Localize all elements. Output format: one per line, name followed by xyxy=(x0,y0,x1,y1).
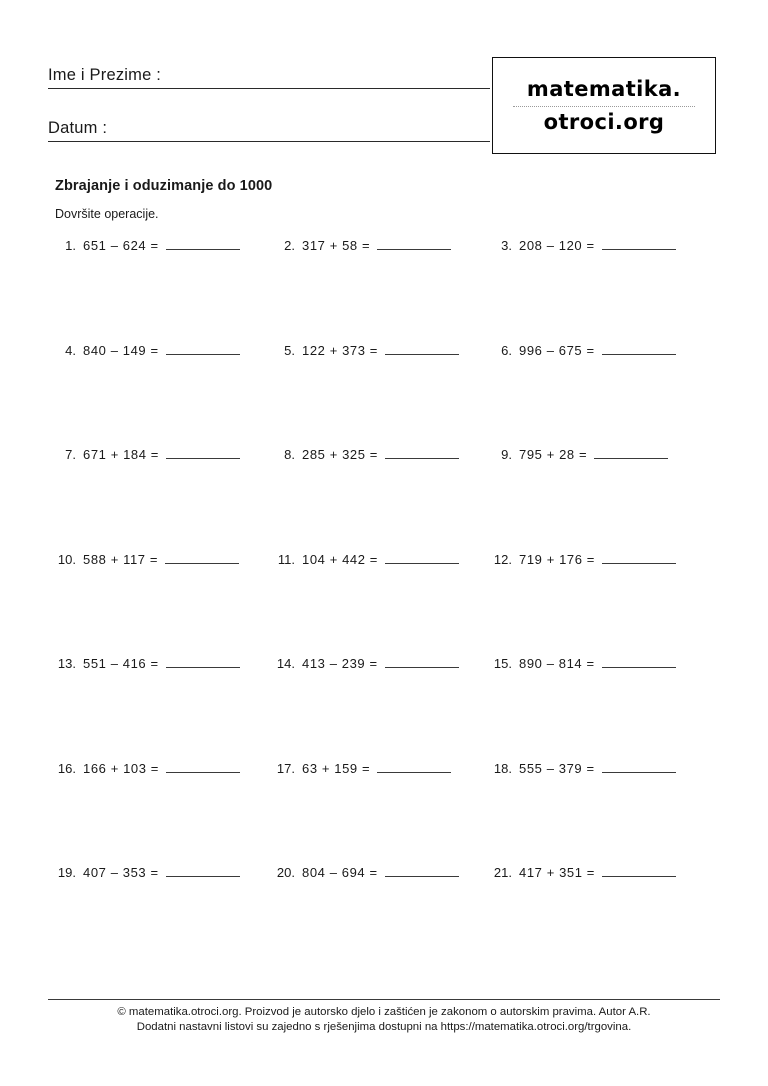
answer-blank[interactable] xyxy=(166,654,240,668)
problem-row xyxy=(48,863,720,968)
problem-row xyxy=(48,550,720,655)
problem-number: 10. xyxy=(57,551,76,567)
problem-expression: 804 – 694 = xyxy=(302,865,378,880)
problem-row xyxy=(48,445,720,550)
answer-blank[interactable] xyxy=(166,341,240,355)
instruction-text: Dovršite operacije. xyxy=(55,207,159,221)
problem-item xyxy=(273,236,451,253)
worksheet-header xyxy=(48,50,720,160)
problem-expression: 890 – 814 = xyxy=(519,656,595,671)
answer-blank[interactable] xyxy=(602,863,676,877)
problem-expression: 317 + 58 = xyxy=(302,238,371,253)
problem-expression: 417 + 351 = xyxy=(519,865,595,880)
answer-blank[interactable] xyxy=(166,445,240,459)
problem-item xyxy=(490,759,676,776)
page-footer xyxy=(48,999,720,1036)
problem-number: 16. xyxy=(57,760,76,776)
problem-row xyxy=(48,759,720,864)
answer-blank[interactable] xyxy=(385,341,459,355)
problem-item xyxy=(490,654,676,671)
answer-blank[interactable] xyxy=(385,550,459,564)
answer-blank[interactable] xyxy=(165,550,239,564)
problem-number: 6. xyxy=(501,342,512,358)
problem-number: 21. xyxy=(493,865,512,880)
problem-expression: 104 + 442 = xyxy=(302,551,378,567)
problem-expression: 996 – 675 = xyxy=(519,342,595,358)
problem-expression: 413 – 239 = xyxy=(302,656,378,671)
problem-item xyxy=(273,759,451,776)
problem-number: 4. xyxy=(65,342,76,358)
answer-blank[interactable] xyxy=(602,341,676,355)
answer-blank[interactable] xyxy=(385,445,459,459)
problem-grid xyxy=(48,236,720,968)
problem-number: 8. xyxy=(284,447,295,462)
problem-row xyxy=(48,654,720,759)
answer-blank[interactable] xyxy=(602,550,676,564)
problem-number: 15. xyxy=(493,656,512,671)
problem-number: 1. xyxy=(65,238,76,253)
problem-item xyxy=(54,341,240,358)
problem-item xyxy=(273,863,459,880)
problem-number: 13. xyxy=(57,656,76,671)
problem-expression: 285 + 325 = xyxy=(302,447,378,462)
answer-blank[interactable] xyxy=(602,654,676,668)
problem-number: 5. xyxy=(284,342,295,358)
problem-expression: 555 – 379 = xyxy=(519,760,595,776)
logo-divider xyxy=(513,106,695,107)
problem-item xyxy=(54,445,240,462)
problem-number: 3. xyxy=(501,238,512,253)
problem-number: 12. xyxy=(493,551,512,567)
problem-expression: 551 – 416 = xyxy=(83,656,159,671)
name-field-row[interactable] xyxy=(48,50,490,89)
problem-item xyxy=(490,445,668,462)
logo-text-bottom: otroci.org xyxy=(543,109,665,134)
answer-blank[interactable] xyxy=(602,236,676,250)
student-info-fields xyxy=(48,50,490,142)
problem-item xyxy=(54,550,239,567)
problem-expression: 795 + 28 = xyxy=(519,447,588,462)
problem-item xyxy=(54,759,240,776)
page-title: Zbrajanje i oduzimanje do 1000 xyxy=(55,178,273,194)
problem-item xyxy=(490,863,676,880)
problem-expression: 588 + 117 = xyxy=(83,551,159,567)
problem-number: 20. xyxy=(276,865,295,880)
problem-item xyxy=(273,654,459,671)
problem-item xyxy=(273,341,459,358)
problem-item xyxy=(490,550,676,567)
problem-item xyxy=(273,445,459,462)
problem-number: 11. xyxy=(277,551,295,567)
problem-expression: 166 + 103 = xyxy=(83,760,159,776)
problem-item xyxy=(54,654,240,671)
problem-number: 17. xyxy=(276,760,295,776)
problem-item xyxy=(490,341,676,358)
problem-number: 2. xyxy=(284,238,295,253)
problem-expression: 671 + 184 = xyxy=(83,447,159,462)
problem-item xyxy=(54,236,240,253)
footer-divider xyxy=(48,999,720,1000)
problem-expression: 208 – 120 = xyxy=(519,238,595,253)
problem-item xyxy=(273,550,459,567)
problem-expression: 840 – 149 = xyxy=(83,342,159,358)
logo-text-top: matematika. xyxy=(526,77,682,102)
footer-line-1: © matematika.otroci.org. Proizvod je autorsko djelo i zaštićen je zakonom o autorskim pravima. Autor A.R. xyxy=(117,1006,651,1018)
problem-number: 18. xyxy=(493,760,512,776)
date-field-label: Datum : xyxy=(48,119,108,137)
answer-blank[interactable] xyxy=(166,863,240,877)
problem-item xyxy=(490,236,676,253)
answer-blank[interactable] xyxy=(385,863,459,877)
problem-expression: 122 + 373 = xyxy=(302,342,378,358)
name-field-label: Ime i Prezime : xyxy=(48,66,162,84)
date-field-row[interactable] xyxy=(48,103,490,142)
problem-expression: 719 + 176 = xyxy=(519,551,595,567)
problem-row xyxy=(48,236,720,341)
problem-number: 7. xyxy=(65,447,76,462)
answer-blank[interactable] xyxy=(166,759,240,773)
problem-expression: 651 – 624 = xyxy=(83,238,159,253)
answer-blank[interactable] xyxy=(377,236,451,250)
footer-text xyxy=(48,1005,720,1036)
problem-row xyxy=(48,341,720,446)
problem-expression: 63 + 159 = xyxy=(302,760,371,776)
problem-number: 19. xyxy=(57,865,76,880)
site-logo xyxy=(492,57,716,154)
footer-line-2: Dodatni nastavni listovi su zajedno s rješenjima dostupni na https://matematika.otroci.org/trgovina. xyxy=(136,1021,632,1034)
problem-number: 9. xyxy=(501,447,512,462)
answer-blank[interactable] xyxy=(166,236,240,250)
problem-expression: 407 – 353 = xyxy=(83,865,159,880)
problem-item xyxy=(54,863,240,880)
answer-blank[interactable] xyxy=(377,759,451,773)
problem-number: 14. xyxy=(276,656,295,671)
answer-blank[interactable] xyxy=(594,445,668,459)
answer-blank[interactable] xyxy=(385,654,459,668)
answer-blank[interactable] xyxy=(602,759,676,773)
